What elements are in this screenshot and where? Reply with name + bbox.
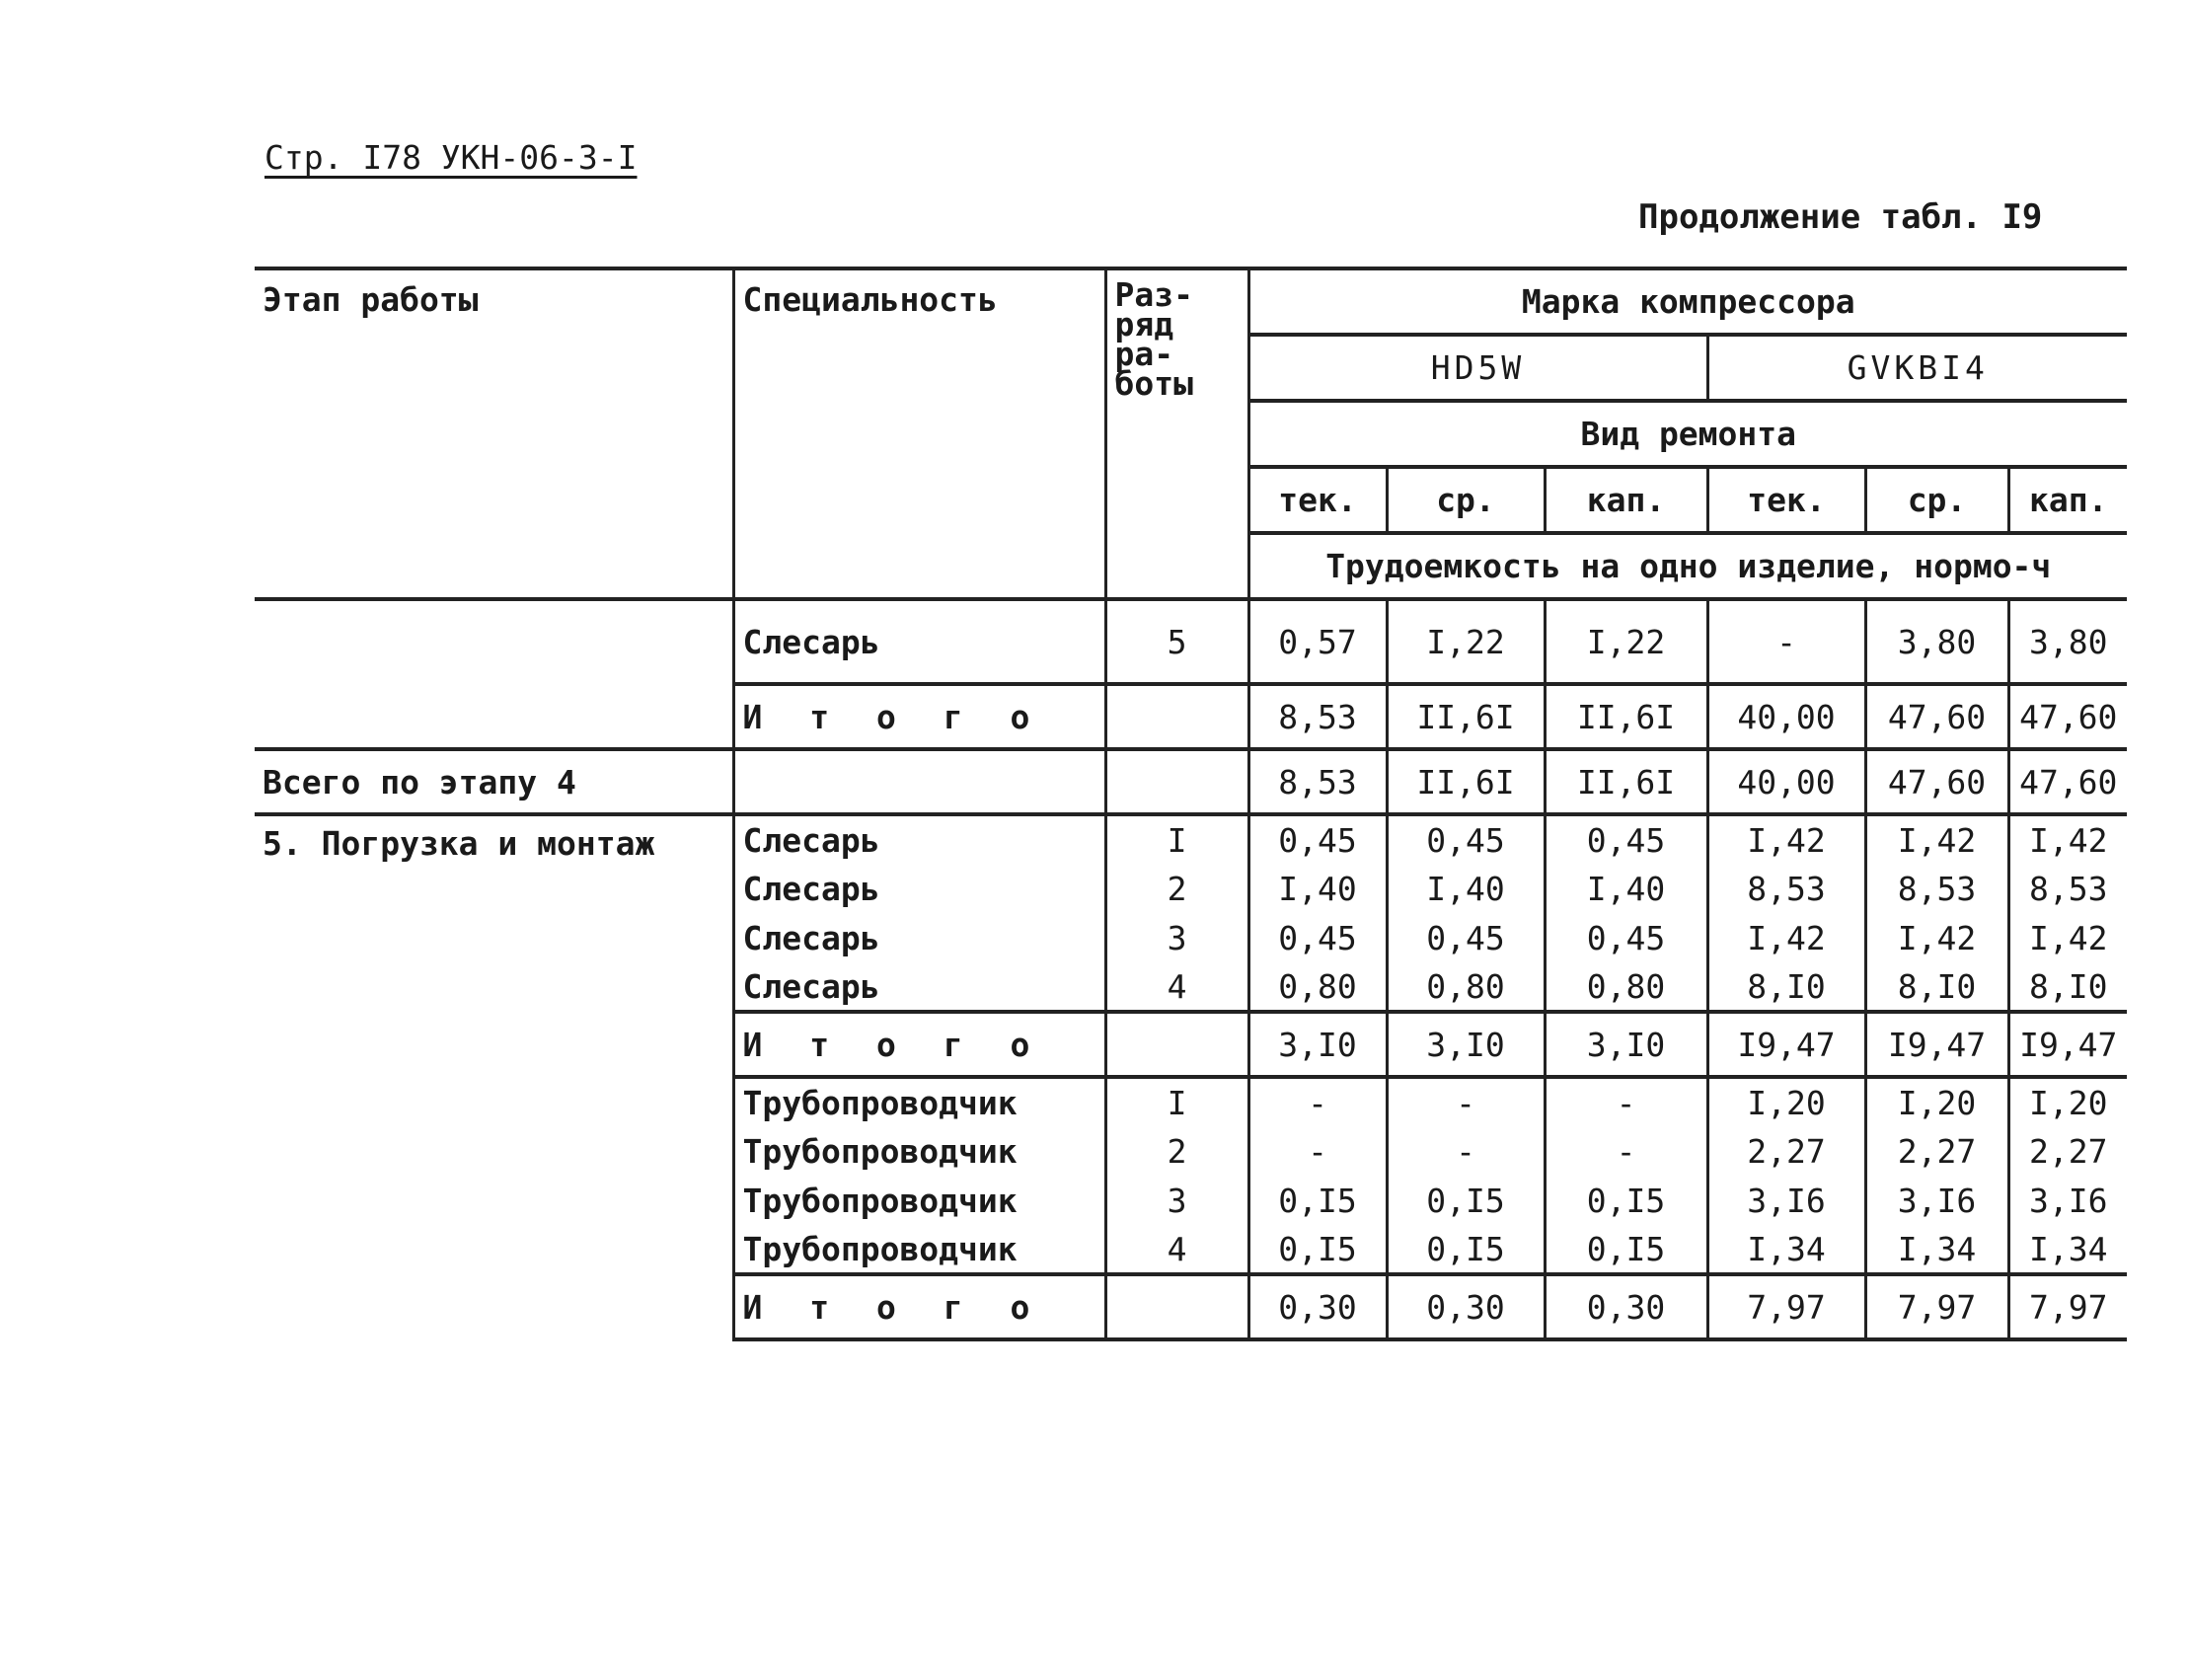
stage-total-row xyxy=(255,749,2127,814)
value-cell: 0,57 xyxy=(1248,599,1387,684)
value-cell: 0,I5 xyxy=(1387,1176,1545,1225)
col-header-stage: Этап работы xyxy=(255,268,733,599)
value-cell: 0,45 xyxy=(1387,913,1545,962)
value-cell: I,20 xyxy=(1865,1077,2008,1126)
table-row xyxy=(255,1225,2127,1274)
labor-table xyxy=(255,267,2127,1341)
value-cell: 0,45 xyxy=(1387,814,1545,864)
grade-cell: I xyxy=(1105,1077,1248,1126)
subtotal-row xyxy=(255,684,2127,749)
specialty-cell: Слесарь xyxy=(733,814,1105,864)
subtotal-label: И т о г о xyxy=(733,684,1105,749)
stage-cell xyxy=(255,913,733,962)
subtotal-label: И т о г о xyxy=(733,1274,1105,1339)
value-cell: 3,I0 xyxy=(1248,1012,1387,1077)
value-cell: - xyxy=(1248,1077,1387,1126)
brand-hd5w: HD5W xyxy=(1248,335,1707,401)
value-cell: 2,27 xyxy=(1707,1126,1865,1176)
value-cell: 3,I6 xyxy=(2029,1181,2108,1220)
table-caption: Продолжение табл. I9 xyxy=(1638,197,2043,237)
value-cell: I9,47 xyxy=(1707,1012,1865,1077)
value-cell: I,42 xyxy=(1865,814,2008,864)
specialty-cell: Слесарь xyxy=(733,962,1105,1012)
value-cell: I9,47 xyxy=(2008,1012,2127,1077)
value-cell: 8,53 xyxy=(1865,864,2008,913)
specialty-cell: Трубопроводчик xyxy=(733,1176,1105,1225)
value-cell: 3,I6 xyxy=(1865,1176,2008,1225)
specialty-cell: Слесарь xyxy=(733,913,1105,962)
value-cell: - xyxy=(1707,599,1865,684)
value-cell: 3,80 xyxy=(1865,599,2008,684)
value-cell: 8,53 xyxy=(1248,749,1387,814)
value-cell: 3,80 xyxy=(2029,622,2108,661)
value-cell: 40,00 xyxy=(1707,684,1865,749)
value-cell: 0,80 xyxy=(1248,962,1387,1012)
brand-gvkbi4: GVKBI4 xyxy=(1707,335,2127,401)
value-cell: I,42 xyxy=(2029,918,2108,957)
value-cell: 0,30 xyxy=(1387,1274,1545,1339)
value-cell: - xyxy=(1387,1077,1545,1126)
col-header-specialty: Специальность xyxy=(733,268,1105,599)
grade-cell xyxy=(1105,749,1248,814)
value-cell: 8,53 xyxy=(1707,864,1865,913)
value-cell: - xyxy=(1545,1126,1707,1176)
value-cell: 0,I5 xyxy=(1248,1225,1387,1274)
value-cell: 7,97 xyxy=(1865,1274,2008,1339)
subtotal-label: И т о г о xyxy=(733,1012,1105,1077)
value-cell: I,42 xyxy=(2008,814,2127,864)
table-row xyxy=(255,962,2127,1012)
value-cell: II,6I xyxy=(1545,749,1707,814)
grade-cell: 4 xyxy=(1105,1225,1248,1274)
stage-cell xyxy=(255,1176,733,1225)
value-cell: - xyxy=(1545,1077,1707,1126)
value-cell: I,40 xyxy=(1248,864,1387,913)
value-cell: 47,60 xyxy=(2008,684,2127,749)
value-cell: 0,I5 xyxy=(1248,1176,1387,1225)
table-row xyxy=(255,913,2127,962)
value-cell: 0,80 xyxy=(1545,962,1707,1012)
value-cell: 7,97 xyxy=(2008,1274,2127,1339)
header-row-1 xyxy=(255,268,2127,335)
value-cell: I,42 xyxy=(1865,913,2008,962)
grade-cell: 3 xyxy=(1105,913,1248,962)
value-cell: 7,97 xyxy=(1707,1274,1865,1339)
grade-cell xyxy=(1105,684,1248,749)
table-row xyxy=(255,814,2127,864)
col-group-brand: Марка компрессора xyxy=(1248,268,2127,335)
value-cell: 8,I0 xyxy=(1865,962,2008,1012)
stage-cell: 5. Погрузка и монтаж xyxy=(255,814,733,864)
value-cell: 3,I6 xyxy=(1707,1176,1865,1225)
value-cell: - xyxy=(1248,1126,1387,1176)
stage-cell xyxy=(255,864,733,913)
value-cell: 2,27 xyxy=(1865,1126,2008,1176)
value-cell: II,6I xyxy=(1387,749,1545,814)
unit-row: Трудоемкость на одно изделие, нормо-ч xyxy=(1248,533,2127,599)
value-cell: 0,30 xyxy=(1545,1274,1707,1339)
table-row xyxy=(255,864,2127,913)
repair-type: ср. xyxy=(1865,467,2008,533)
value-cell: 0,30 xyxy=(1248,1274,1387,1339)
repair-type: тек. xyxy=(1248,467,1387,533)
subtotal-row xyxy=(255,1012,2127,1077)
repair-type: кап. xyxy=(1545,467,1707,533)
value-cell: 0,80 xyxy=(1387,962,1545,1012)
value-cell: I,22 xyxy=(1387,599,1545,684)
table-row xyxy=(255,1176,2127,1225)
value-cell: I,20 xyxy=(2008,1077,2127,1126)
repair-type: ср. xyxy=(1387,467,1545,533)
value-cell: 47,60 xyxy=(2008,749,2127,814)
value-cell: 47,60 xyxy=(1865,749,2008,814)
grade-cell: 2 xyxy=(1105,1126,1248,1176)
specialty-cell: Слесарь xyxy=(733,864,1105,913)
grade-cell xyxy=(1105,1012,1248,1077)
col-header-grade: Раз-ряд ра-боты xyxy=(1105,268,1248,599)
value-cell: I9,47 xyxy=(1865,1012,2008,1077)
value-cell: 3,I0 xyxy=(1545,1012,1707,1077)
specialty-cell: Слесарь xyxy=(733,599,1105,684)
value-cell: 0,45 xyxy=(1248,913,1387,962)
value-cell: I,20 xyxy=(1707,1077,1865,1126)
page-reference: Стр. I78 УКН-06-3-I xyxy=(264,138,638,177)
specialty-cell: Трубопроводчик xyxy=(733,1225,1105,1274)
specialty-cell xyxy=(733,749,1105,814)
value-cell: 0,I5 xyxy=(1545,1176,1707,1225)
stage-cell xyxy=(255,1012,733,1077)
specialty-cell: Трубопроводчик xyxy=(733,1126,1105,1176)
value-cell: II,6I xyxy=(1545,684,1707,749)
value-cell: I,34 xyxy=(1865,1225,2008,1274)
value-cell: 40,00 xyxy=(1707,749,1865,814)
stage-cell xyxy=(255,1126,733,1176)
table-row xyxy=(255,1126,2127,1176)
value-cell: 0,45 xyxy=(1248,814,1387,864)
value-cell: 3,I0 xyxy=(1387,1012,1545,1077)
value-cell: 0,45 xyxy=(1545,814,1707,864)
value-cell: 47,60 xyxy=(1865,684,2008,749)
value-cell: I,22 xyxy=(1545,599,1707,684)
subtotal-row xyxy=(255,1274,2127,1339)
stage-cell xyxy=(255,1225,733,1274)
grade-cell: 3 xyxy=(1105,1176,1248,1225)
value-cell: I,34 xyxy=(2029,1229,2108,1268)
repair-type: тек. xyxy=(1707,467,1865,533)
grade-cell xyxy=(1105,1274,1248,1339)
grade-cell: I xyxy=(1105,814,1248,864)
value-cell: I,34 xyxy=(1707,1225,1865,1274)
stage-cell xyxy=(255,962,733,1012)
grade-cell: 2 xyxy=(1105,864,1248,913)
value-cell: 8,I0 xyxy=(1707,962,1865,1012)
table-row xyxy=(255,599,2127,684)
col-group-repair-type: Вид ремонта xyxy=(1248,401,2127,467)
value-cell: I,42 xyxy=(1707,913,1865,962)
value-cell: 8,I0 xyxy=(2029,966,2108,1006)
stage-total-label: Всего по этапу 4 xyxy=(255,749,733,814)
value-cell: 0,I5 xyxy=(1387,1225,1545,1274)
value-cell: 0,45 xyxy=(1545,913,1707,962)
value-cell: I,42 xyxy=(1707,814,1865,864)
table-row xyxy=(255,1077,2127,1126)
value-cell: 8,53 xyxy=(1248,684,1387,749)
stage-cell xyxy=(255,1274,733,1339)
stage-cell xyxy=(255,684,733,749)
value-cell: 8,53 xyxy=(2029,869,2108,908)
value-cell: 0,I5 xyxy=(1545,1225,1707,1274)
value-cell: II,6I xyxy=(1387,684,1545,749)
grade-cell: 4 xyxy=(1105,962,1248,1012)
repair-type: кап. xyxy=(2008,467,2127,533)
specialty-cell: Трубопроводчик xyxy=(733,1077,1105,1126)
value-cell: - xyxy=(1387,1126,1545,1176)
value-cell: 2,27 xyxy=(2029,1131,2108,1171)
grade-cell: 5 xyxy=(1105,599,1248,684)
stage-cell xyxy=(255,599,733,684)
value-cell: I,40 xyxy=(1387,864,1545,913)
stage-cell xyxy=(255,1077,733,1126)
value-cell: I,40 xyxy=(1545,864,1707,913)
